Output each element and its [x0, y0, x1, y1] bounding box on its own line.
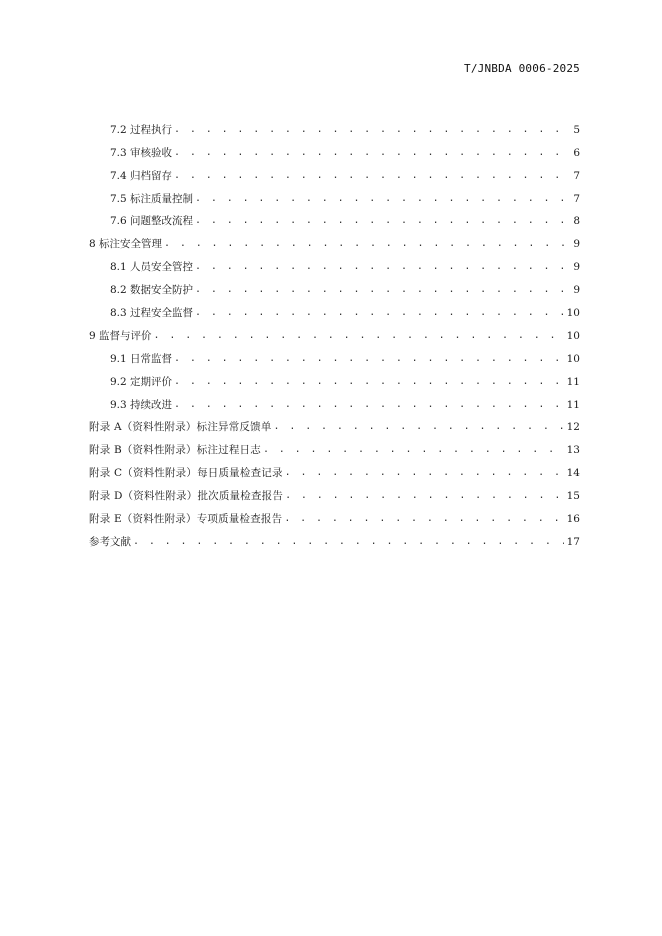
- toc-entry-page: 14: [566, 467, 580, 480]
- toc-entry-title: 9.2 定期评价: [110, 375, 173, 388]
- toc-entry[interactable]: [89, 503, 580, 526]
- toc-entry-page: 9: [573, 261, 580, 274]
- toc-dot-leader: [195, 284, 565, 296]
- toc-entry[interactable]: [89, 137, 580, 160]
- toc-entry-page: 10: [566, 307, 580, 320]
- toc-entry-title: 9.1 日常监督: [110, 352, 173, 365]
- toc-entry-page: 11: [566, 398, 580, 411]
- toc-dot-leader: [274, 421, 564, 433]
- toc-dot-leader: [284, 513, 563, 525]
- toc-entry-page: 6: [573, 146, 580, 159]
- toc-entry-title: 8.3 过程安全监督: [110, 307, 194, 320]
- toc-entry[interactable]: [89, 526, 580, 549]
- toc-entry-title: 8 标注安全管理: [89, 238, 163, 251]
- toc-entry[interactable]: [89, 274, 580, 297]
- toc-entry[interactable]: [89, 160, 580, 183]
- toc-entry-page: 10: [566, 352, 580, 365]
- toc-entry-title: 7.6 问题整改流程: [110, 215, 194, 228]
- table-of-contents: [89, 114, 580, 549]
- toc-entry-page: 7: [573, 192, 580, 205]
- toc-entry[interactable]: [89, 389, 580, 412]
- document-code: T/JNBDA 0006-2025: [464, 62, 580, 75]
- toc-dot-leader: [195, 193, 565, 205]
- toc-entry[interactable]: [89, 114, 580, 137]
- toc-entry-title: 7.2 过程执行: [110, 123, 173, 136]
- toc-dot-leader: [195, 307, 564, 319]
- toc-entry-page: 17: [566, 535, 580, 548]
- toc-entry[interactable]: [89, 228, 580, 251]
- toc-entry-title: 附录 B（资料性附录）标注过程日志: [89, 444, 261, 457]
- toc-entry[interactable]: [89, 183, 580, 206]
- toc-dot-leader: [285, 490, 564, 502]
- toc-entry-page: 13: [566, 444, 580, 457]
- toc-entry-page: 9: [573, 284, 580, 297]
- toc-entry-page: 11: [566, 375, 580, 388]
- toc-entry-title: 附录 D（资料性附录）批次质量检查报告: [89, 490, 284, 503]
- toc-entry[interactable]: [89, 457, 580, 480]
- toc-entry[interactable]: [89, 412, 580, 435]
- toc-entry[interactable]: [89, 343, 580, 366]
- toc-entry-page: 5: [573, 123, 580, 136]
- toc-dot-leader: [195, 261, 565, 273]
- toc-entry-title: 7.4 归档留存: [110, 169, 173, 182]
- toc-dot-leader: [263, 444, 564, 456]
- toc-entry-title: 参考文献: [89, 535, 131, 548]
- toc-dot-leader: [174, 376, 564, 388]
- toc-entry-title: 7.3 审核验收: [110, 146, 173, 159]
- toc-dot-leader: [285, 467, 564, 479]
- toc-entry-title: 附录 A（资料性附录）标注异常反馈单: [89, 421, 272, 434]
- toc-dot-leader: [154, 330, 564, 342]
- toc-entry-page: 16: [566, 513, 580, 526]
- toc-entry[interactable]: [89, 366, 580, 389]
- toc-entry[interactable]: [89, 206, 580, 229]
- toc-entry-title: 8.1 人员安全管控: [110, 261, 194, 274]
- toc-entry-page: 15: [566, 490, 580, 503]
- toc-entry-title: 附录 C（资料性附录）每日质量检查记录: [89, 467, 283, 480]
- toc-entry[interactable]: [89, 251, 580, 274]
- toc-dot-leader: [174, 353, 564, 365]
- toc-dot-leader: [195, 215, 565, 227]
- toc-entry-title: 9 监督与评价: [89, 329, 152, 342]
- toc-dot-leader: [174, 170, 565, 182]
- toc-dot-leader: [174, 399, 564, 411]
- toc-entry-title: 9.3 持续改进: [110, 398, 173, 411]
- toc-entry-title: 8.2 数据安全防护: [110, 284, 194, 297]
- toc-entry[interactable]: [89, 297, 580, 320]
- toc-dot-leader: [174, 124, 565, 136]
- toc-entry-page: 10: [566, 329, 580, 342]
- toc-entry[interactable]: [89, 480, 580, 503]
- toc-entry-title: 7.5 标注质量控制: [110, 192, 194, 205]
- toc-entry-page: 12: [566, 421, 580, 434]
- toc-entry[interactable]: [89, 320, 580, 343]
- toc-dot-leader: [174, 147, 565, 159]
- toc-dot-leader: [164, 238, 565, 250]
- toc-entry-page: 7: [573, 169, 580, 182]
- toc-entry-page: 8: [573, 215, 580, 228]
- toc-entry-title: 附录 E（资料性附录）专项质量检查报告: [89, 513, 283, 526]
- toc-entry-page: 9: [573, 238, 580, 251]
- toc-entry[interactable]: [89, 434, 580, 457]
- toc-dot-leader: [133, 536, 564, 548]
